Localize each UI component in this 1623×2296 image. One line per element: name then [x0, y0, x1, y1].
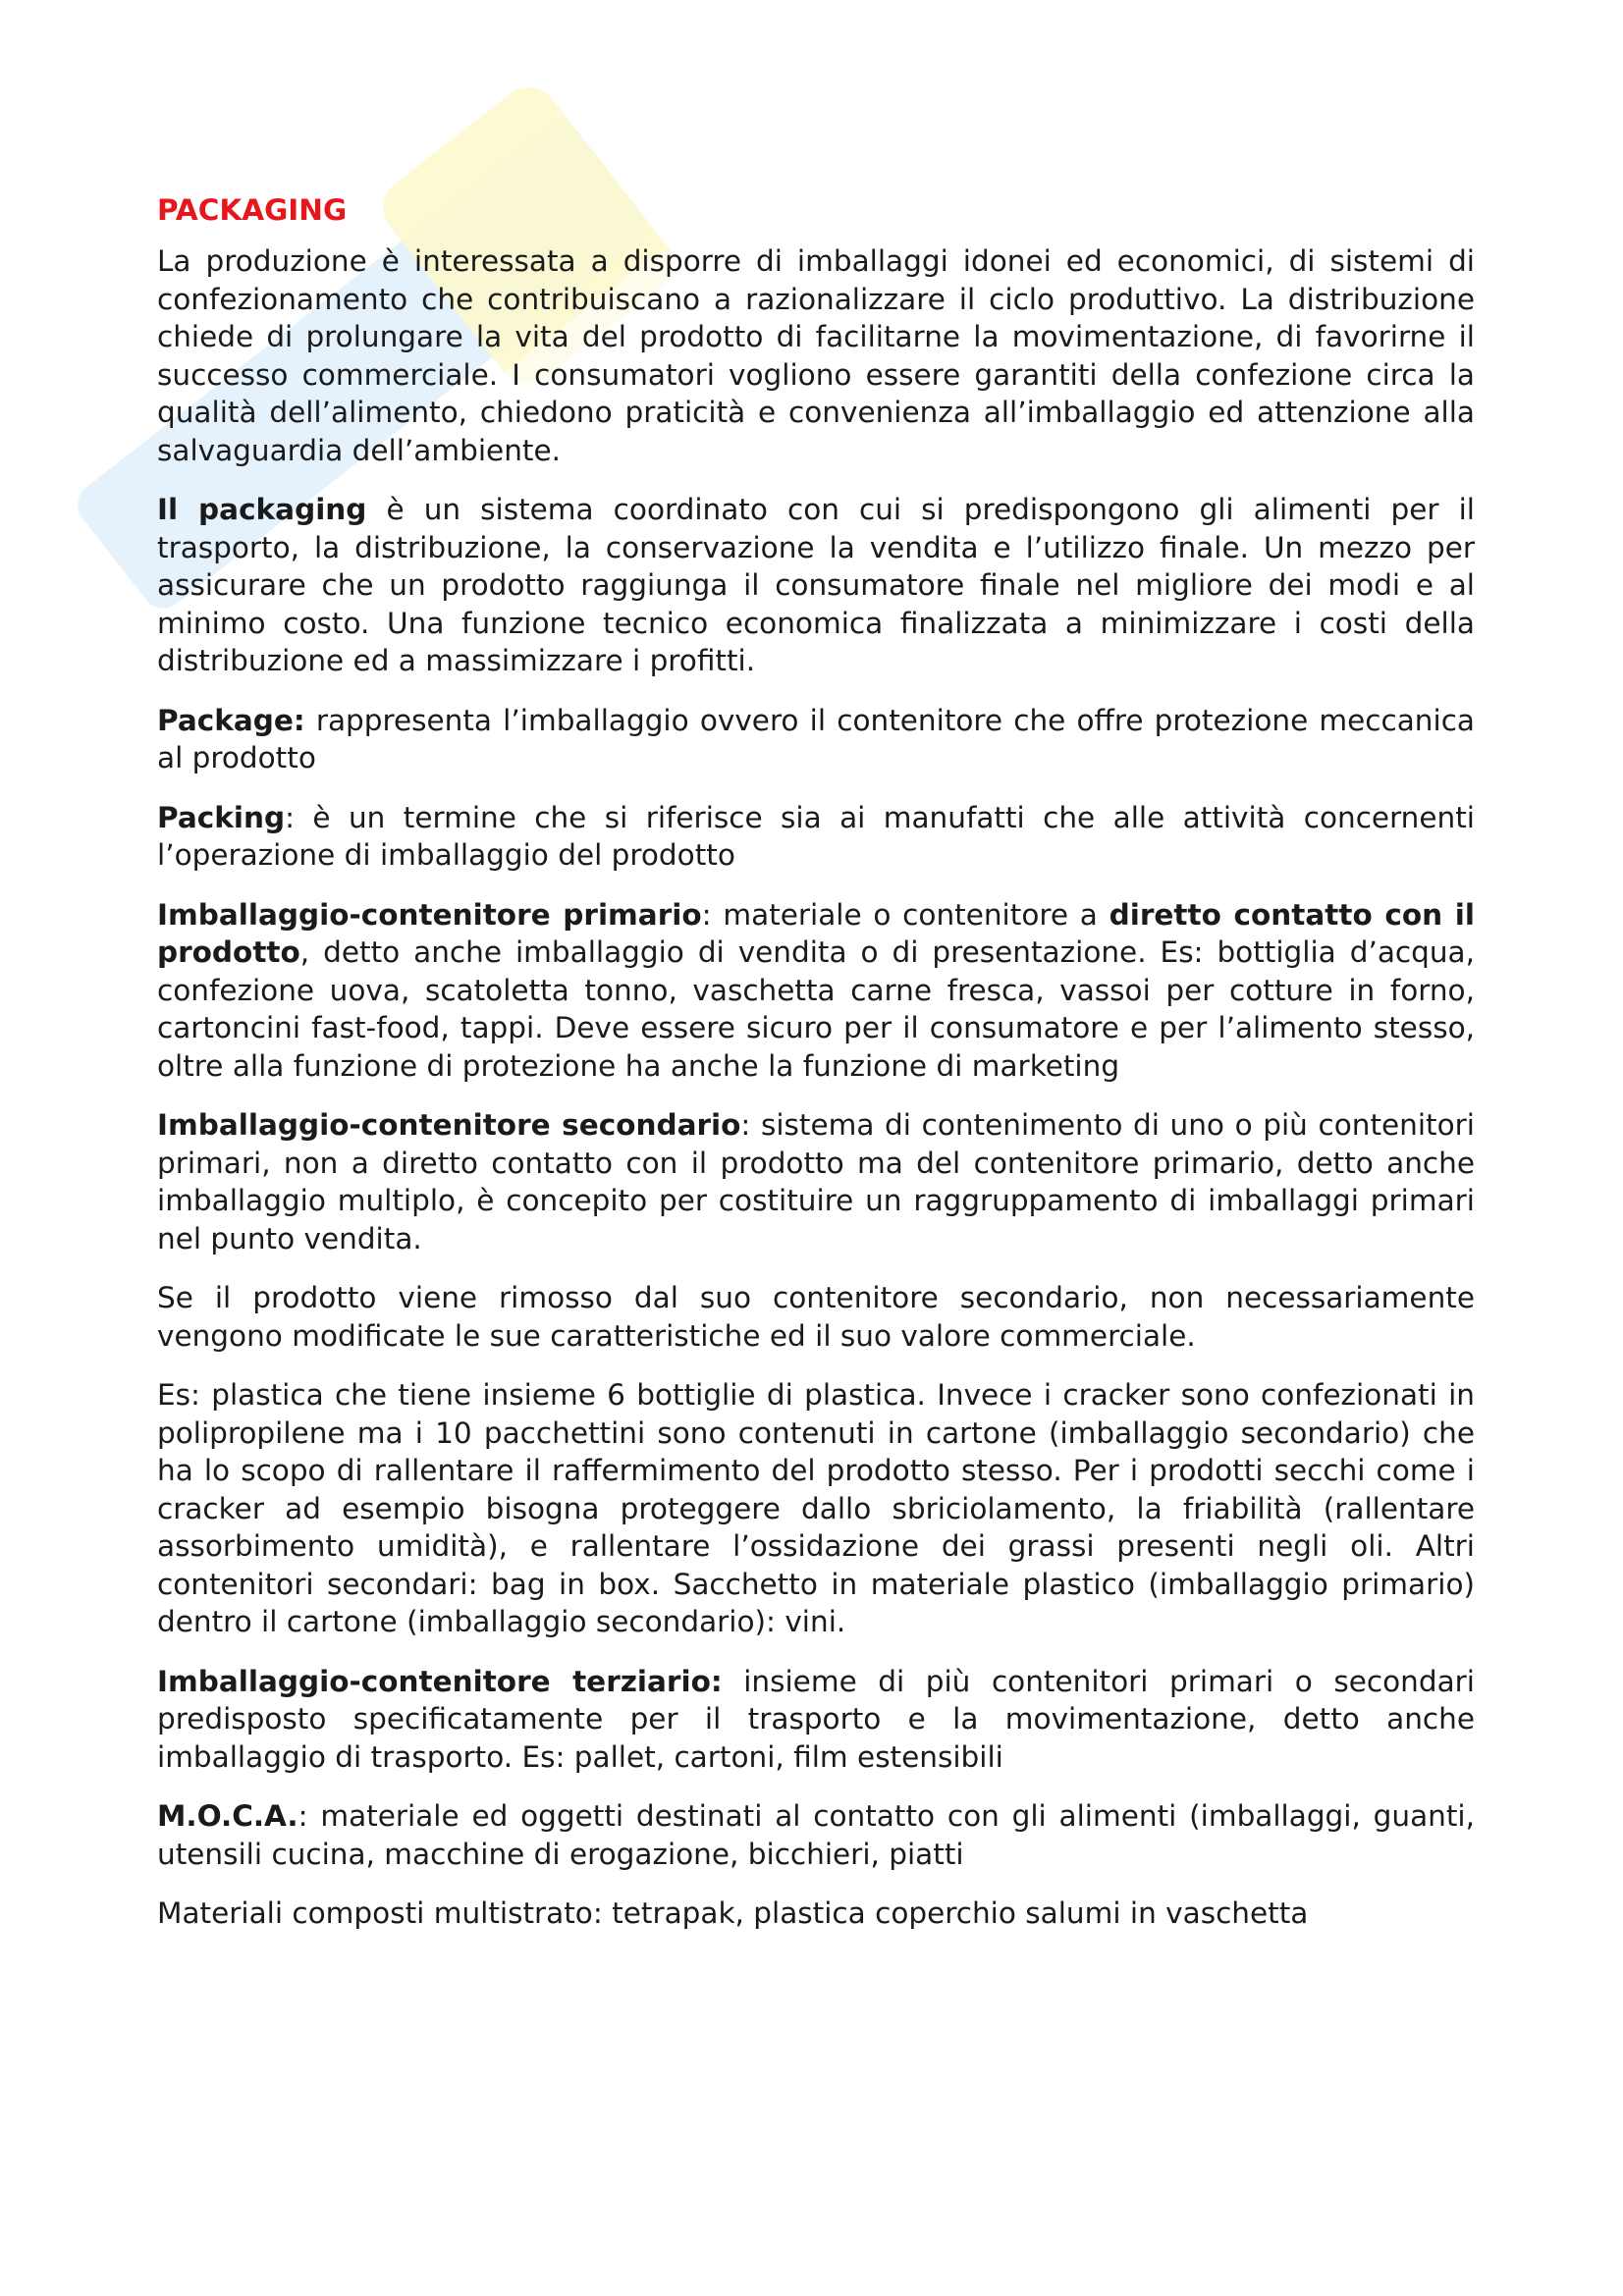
paragraph-secondary-removal: Se il prodotto viene rimosso dal suo contenitore secondario, non necessariamente vengono modificate le sue caratteristiche ed il suo valore commerciale.: [157, 1281, 1475, 1353]
paragraph-tertiary-packaging: [157, 1663, 1475, 1777]
packaging-definition-text: è un sistema coordinato con cui si predispongono gli alimenti per il trasporto, la distribuzione, la conservazione la vendita e l’utilizzo finale. Un mezzo per assicurare che un prodotto raggiunga il consumatore finale nel migliore dei modi e al minimo costo. Una funzione tecnico economica finalizzata a minimizzare i costi della distribuzione ed a massimizzare i profitti.: [157, 493, 1475, 677]
term-tertiary-packaging: Imballaggio-contenitore terziario:: [157, 1664, 723, 1698]
paragraph-primary-packaging: [157, 896, 1475, 1086]
tertiary-packaging-text: insieme di più contenitori primari o secondari predisposto specificatamente per il trasporto e la movimentazione, detto anche imballaggio di trasporto. Es: pallet, cartoni, film estensibili: [157, 1664, 1475, 1774]
paragraph-secondary-packaging: [157, 1106, 1475, 1257]
term-packaging: Il packaging: [157, 493, 367, 526]
document-body: [157, 191, 1475, 1954]
paragraph-packing-definition: [157, 799, 1475, 875]
primary-packaging-text-a: : materiale o contenitore a: [701, 897, 1109, 932]
moca-text: : materiale ed oggetti destinati al contatto con gli alimenti (imballaggi, guanti, utensili cucina, macchine di erogazione, bicchieri, piatti: [157, 1799, 1475, 1871]
packing-definition-text: : è un termine che si riferisce sia ai manufatti che alle attività concernenti l’operazione di imballaggio del prodotto: [157, 800, 1475, 872]
primary-packaging-emphasis: diretto contatto con il prodotto: [157, 897, 1476, 969]
term-package: Package:: [157, 703, 305, 737]
term-packing: Packing: [157, 800, 286, 834]
secondary-packaging-text: : sistema di contenimento di uno o più contenitori primari, non a diretto contatto con il prodotto ma del contenitore primario, detto anche imballaggio multiplo, è concepito per costituire un raggruppamento di imballaggi primari nel punto vendita.: [157, 1108, 1475, 1255]
package-definition-text: rappresenta l’imballaggio ovvero il contenitore che offre protezione meccanica al prodotto: [157, 703, 1475, 774]
paragraph-intro: La produzione è interessata a disporre di imballaggi idonei ed economici, di sistemi di confezionamento che contribuiscano a razionalizzare il ciclo produttivo. La distribuzione chiede di prolungare la vita del prodotto di facilitarne la movimentazione, di favorirne il successo commerciale. I consumatori vogliono essere garantiti della confezione circa la qualità dell’alimento, chiedono praticità e convenienza all’imballaggio ed attenzione alla salvaguardia dell’ambiente.: [157, 244, 1475, 467]
paragraph-package-definition: [157, 702, 1475, 777]
paragraph-packaging-definition: [157, 491, 1475, 680]
term-moca: M.O.C.A.: [157, 1799, 298, 1833]
paragraph-moca: [157, 1797, 1475, 1873]
document-title: PACKAGING: [157, 193, 348, 227]
term-secondary-packaging: Imballaggio-contenitore secondario: [157, 1108, 741, 1142]
paragraph-multilayer-materials: Materiali composti multistrato: tetrapak, plastica coperchio salumi in vaschetta: [157, 1896, 1309, 1930]
term-primary-packaging: Imballaggio-contenitore primario: [157, 897, 702, 932]
primary-packaging-text-b: , detto anche imballaggio di vendita o di presentazione. Es: bottiglia d’acqua, confezione uova, scatoletta tonno, vaschetta carne fresca, vassoi per cotture in forno, cartoncini fast-food, tappi. Deve essere sicuro per il consumatore e per l’alimento stesso, oltre alla funzione di protezione ha anche la funzione di marketing: [157, 935, 1475, 1083]
paragraph-secondary-examples: Es: plastica che tiene insieme 6 bottiglie di plastica. Invece i cracker sono confezionati in polipropilene ma i 10 pacchettini sono contenuti in cartone (imballaggio secondario) che ha lo scopo di rallentare il raffermimento del prodotto stesso. Per i prodotti secchi come i cracker ad esempio bisogna proteggere dallo sbriciolamento, la friabilità (rallentare assorbimento umidità), e rallentare l’ossidazione dei grassi presenti negli oli. Altri contenitori secondari: bag in box. Sacchetto in materiale plastico (imballaggio primario) dentro il cartone (imballaggio secondario): vini.: [157, 1378, 1475, 1638]
